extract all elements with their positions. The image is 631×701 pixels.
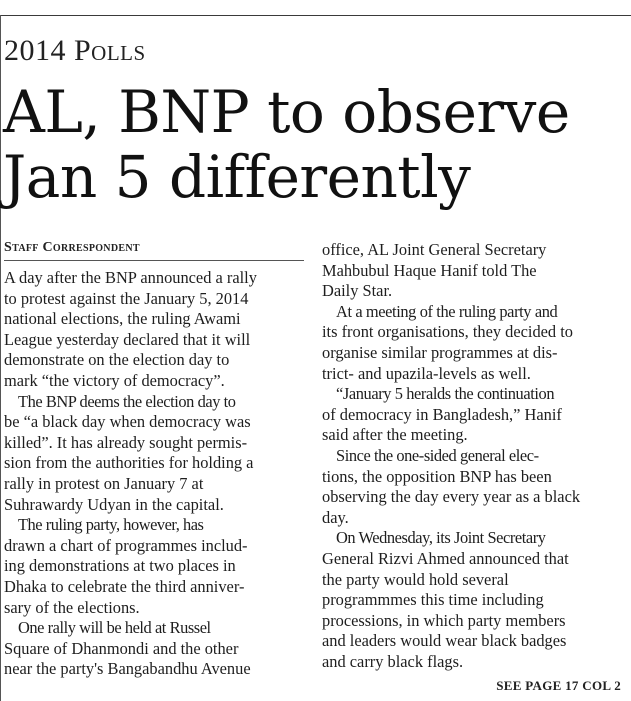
text-line: The BNP deems the election day to	[18, 391, 236, 411]
column-edge-rule	[0, 15, 1, 701]
article-column-left	[4, 268, 302, 680]
text-line: day.	[322, 507, 349, 527]
headline-line-1: AL, BNP to observe	[3, 78, 570, 146]
text-line: and leaders would wear black badges	[322, 631, 567, 651]
text-line: The ruling party, however, has	[18, 515, 204, 535]
text-line: organise similar programmes at dis-	[322, 342, 558, 362]
text-line: be “a black day when democracy was	[4, 412, 251, 432]
text-line: office, AL Joint General Secretary	[322, 240, 547, 259]
text-line: to protest against the January 5, 2014	[4, 288, 249, 308]
text-line: At a meeting of the ruling party and	[336, 301, 558, 321]
continued-jump-line[interactable]: SEE PAGE 17 COL 2	[496, 678, 621, 693]
text-line: Square of Dhanmondi and the other	[4, 638, 239, 658]
text-line: Mahbubul Haque Hanif told The	[322, 260, 537, 280]
headline-line-2: Jan 5 differently	[3, 143, 471, 211]
text-line: Dhaka to celebrate the third anniver-	[4, 576, 245, 596]
text-line: near the party's Bangabandhu Avenue	[4, 659, 251, 679]
text-line: On Wednesday, its Joint Secretary	[336, 528, 546, 548]
text-line: national elections, the ruling Awami	[4, 309, 241, 329]
byline: Staff Correspondent	[4, 240, 304, 261]
text-line: Since the one-sided general elec-	[336, 445, 539, 465]
top-rule	[0, 15, 631, 16]
text-line: League yesterday declared that it will	[4, 329, 251, 349]
text-line: “January 5 heralds the continuation	[336, 384, 555, 404]
text-line: A day after the BNP announced a rally	[4, 268, 257, 287]
kicker-year: 2014	[4, 34, 66, 67]
text-line: the party would hold several	[322, 569, 509, 589]
text-line: Suhrawardy Udyan in the capital.	[4, 494, 224, 514]
kicker	[4, 34, 146, 68]
text-line: processions, in which party members	[322, 610, 566, 630]
text-line: observing the day every year as a black	[322, 487, 581, 507]
text-line: of democracy in Bangladesh,” Hanif	[322, 404, 562, 424]
text-line: its front organisations, they decided to	[322, 322, 573, 342]
text-line: trict- and upazila-levels as well.	[322, 363, 531, 383]
kicker-word: Polls	[74, 34, 146, 67]
text-line: said after the meeting.	[322, 425, 468, 445]
text-line: drawn a chart of programmes includ-	[4, 535, 248, 555]
text-line: sion from the authorities for holding a	[4, 453, 254, 473]
text-line: killed”. It has already sought permis-	[4, 432, 248, 452]
headline	[3, 80, 623, 210]
text-line: General Rizvi Ahmed announced that	[322, 548, 569, 568]
text-line: ing demonstrations at two places in	[4, 556, 236, 576]
text-line: Daily Star.	[322, 281, 393, 301]
text-line: rally in protest on January 7 at	[4, 473, 204, 493]
text-line: One rally will be held at Russel	[18, 618, 211, 638]
article-column-right	[322, 240, 623, 672]
text-line: demonstrate on the election day to	[4, 350, 230, 370]
text-line: sary of the elections.	[4, 597, 140, 617]
text-line: programmmes this time including	[322, 590, 544, 610]
text-line: mark “the victory of democracy”.	[4, 370, 225, 390]
text-line: tions, the opposition BNP has been	[322, 466, 552, 486]
text-line: and carry black flags.	[322, 651, 464, 671]
